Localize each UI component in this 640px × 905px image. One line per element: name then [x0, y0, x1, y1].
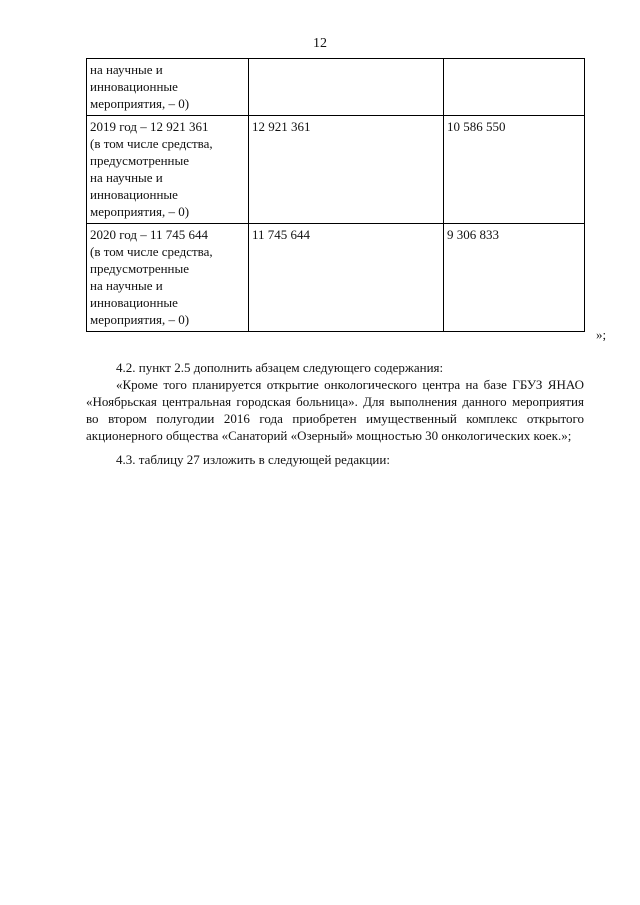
table-cell-description: 2020 год – 11 745 644 (в том числе средства, предусмотренные на научные и инновационные мероприятия, – 0)	[87, 224, 249, 332]
table-cell-description: 2019 год – 12 921 361 (в том числе средства, предусмотренные на научные и инновационные мероприятия, – 0)	[87, 116, 249, 224]
table-closing-quote: »;	[596, 327, 607, 342]
table-cell-amount: 9 306 833	[444, 224, 585, 332]
table-row	[87, 116, 585, 224]
table-cell-amount: 12 921 361	[249, 116, 444, 224]
table-cell-amount	[444, 59, 585, 116]
page-number: 12	[313, 36, 327, 51]
table-cell-amount	[249, 59, 444, 116]
paragraph-item-4-3: 4.3. таблицу 27 изложить в следующей редакции:	[116, 452, 390, 467]
paragraph-item-4-2: 4.2. пункт 2.5 дополнить абзацем следующего содержания:	[116, 360, 444, 375]
table-cell-amount: 10 586 550	[444, 116, 585, 224]
budget-table	[86, 58, 585, 332]
table-row	[87, 59, 585, 116]
table-row	[87, 224, 585, 332]
table-cell-description: на научные и инновационные мероприятия, – 0)	[87, 59, 249, 116]
paragraph-quote: «Кроме того планируется открытие онкологического центра на базе ГБУЗ ЯНАО «Ноябрьская центральная городская больница». Для выполнения данного мероприятия во втором полугодии 2016 года приобретен имущественный комплекс открытого акционерного общества «Санаторий «Озерный» мощностью 30 онкологических коек.»;	[86, 377, 584, 443]
table-cell-amount: 11 745 644	[249, 224, 444, 332]
